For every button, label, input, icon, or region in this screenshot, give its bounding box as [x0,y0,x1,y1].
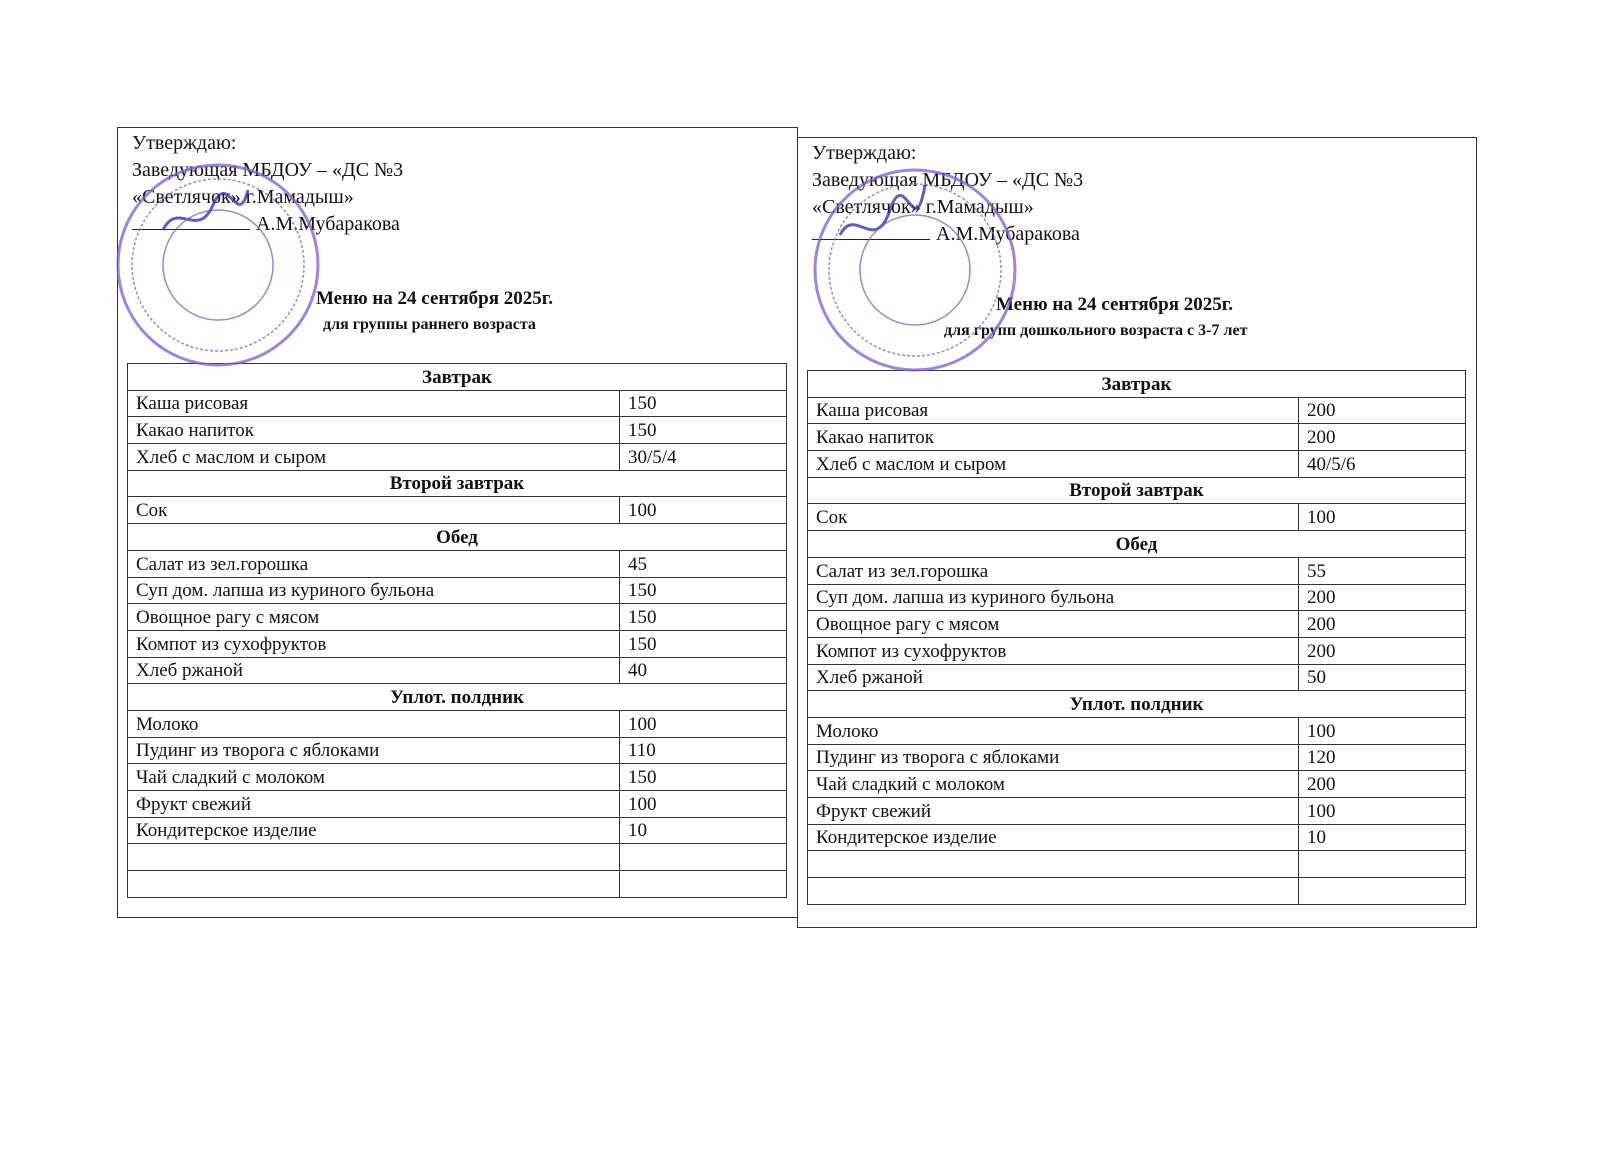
dish-name [128,871,620,898]
dish-name: Салат из зел.горошка [808,557,1299,584]
table-row [128,764,787,791]
table-row [808,504,1466,531]
section-row [128,524,787,551]
table-row [808,824,1466,851]
dish-quantity: 30/5/4 [620,444,787,471]
dish-quantity: 100 [1299,717,1466,744]
table-row [808,744,1466,771]
dish-name: Кондитерское изделие [808,824,1299,851]
dish-name: Чай сладкий с молоком [808,771,1299,798]
table-row [808,878,1466,905]
menu-subtitle: для групп дошкольного возраста с 3-7 лет [944,322,1248,339]
dish-name: Овощное рагу с мясом [808,611,1299,638]
dish-name: Фрукт свежий [128,791,620,818]
signature-line [812,239,930,240]
menu-panel-preschool [797,137,1477,928]
table-row [808,451,1466,478]
dish-name: Хлеб ржаной [808,664,1299,691]
dish-quantity: 45 [620,550,787,577]
menu-title: Меню на 24 сентября 2025г. [316,288,554,309]
table-row [128,577,787,604]
dish-name: Хлеб с маслом и сыром [128,444,620,471]
approval-label: Утверждаю: [812,142,917,164]
section-heading: Обед [808,531,1466,558]
section-heading: Второй завтрак [128,470,787,497]
approval-label: Утверждаю: [132,132,237,154]
dish-quantity: 200 [1299,771,1466,798]
dish-name [808,851,1299,878]
table-row [128,657,787,684]
dish-name: Компот из сухофруктов [808,637,1299,664]
table-row [808,664,1466,691]
dish-quantity: 10 [1299,824,1466,851]
dish-name: Суп дом. лапша из куриного бульона [808,584,1299,611]
dish-quantity: 55 [1299,557,1466,584]
dish-quantity: 110 [620,737,787,764]
section-row [128,684,787,711]
table-row [128,630,787,657]
table-row [128,390,787,417]
dish-name: Сок [808,504,1299,531]
dish-quantity: 40/5/6 [1299,451,1466,478]
dish-name: Каша рисовая [128,390,620,417]
table-row [128,791,787,818]
table-row [808,798,1466,825]
table-row [128,417,787,444]
dish-quantity: 200 [1299,637,1466,664]
table-row [808,557,1466,584]
approval-block [132,130,403,238]
section-row [128,364,787,391]
menu-table [807,370,1466,905]
signer-name: А.М.Мубаракова [936,223,1080,245]
table-row [128,604,787,631]
dish-name: Суп дом. лапша из куриного бульона [128,577,620,604]
section-heading: Обед [128,524,787,551]
section-row [808,371,1466,398]
approval-position: Заведующая МБДОУ – «ДС №3 [132,159,404,181]
dish-name: Овощное рагу с мясом [128,604,620,631]
dish-name [128,844,620,871]
dish-quantity: 100 [620,497,787,524]
table-row [808,637,1466,664]
dish-quantity: 150 [620,630,787,657]
table-row [128,817,787,844]
dish-name: Пудинг из творога с яблоками [808,744,1299,771]
dish-quantity: 100 [620,710,787,737]
table-row [808,771,1466,798]
dish-name: Чай сладкий с молоком [128,764,620,791]
dish-name: Пудинг из творога с яблоками [128,737,620,764]
table-row [128,737,787,764]
signature-line [132,229,250,230]
dish-name: Хлеб с маслом и сыром [808,451,1299,478]
table-row [128,844,787,871]
dish-name: Хлеб ржаной [128,657,620,684]
dish-name: Каша рисовая [808,397,1299,424]
section-heading: Уплот. полдник [128,684,787,711]
approval-org: «Светлячок» г.Мамадыш» [132,186,354,208]
section-row [808,477,1466,504]
approval-position: Заведующая МБДОУ – «ДС №3 [812,169,1084,191]
dish-quantity: 100 [1299,504,1466,531]
menu-table [127,363,787,898]
table-row [128,444,787,471]
dish-quantity: 150 [620,390,787,417]
dish-name: Кондитерское изделие [128,817,620,844]
menu-panel-early-age [117,127,798,918]
dish-quantity: 200 [1299,611,1466,638]
dish-name: Молоко [808,717,1299,744]
dish-name: Компот из сухофруктов [128,630,620,657]
signer-name: А.М.Мубаракова [256,213,400,235]
dish-name: Какао напиток [128,417,620,444]
dish-quantity: 100 [1299,798,1466,825]
table-row [808,397,1466,424]
section-heading: Уплот. полдник [808,691,1466,718]
section-heading: Завтрак [808,371,1466,398]
section-heading: Второй завтрак [808,477,1466,504]
dish-quantity: 120 [1299,744,1466,771]
section-heading: Завтрак [128,364,787,391]
dish-name: Сок [128,497,620,524]
dish-quantity [620,871,787,898]
section-row [808,531,1466,558]
dish-name: Фрукт свежий [808,798,1299,825]
dish-quantity: 150 [620,764,787,791]
dish-quantity: 150 [620,417,787,444]
dish-quantity: 200 [1299,424,1466,451]
section-row [128,470,787,497]
menu-title: Меню на 24 сентября 2025г. [996,294,1234,315]
dish-quantity: 40 [620,657,787,684]
dish-name: Какао напиток [808,424,1299,451]
table-row [128,497,787,524]
table-row [808,424,1466,451]
table-row [808,851,1466,878]
dish-quantity: 10 [620,817,787,844]
dish-quantity: 200 [1299,584,1466,611]
dish-quantity [620,844,787,871]
menu-subtitle: для группы раннего возраста [323,316,536,333]
dish-name [808,878,1299,905]
table-row [808,584,1466,611]
approval-block [812,140,1083,248]
table-row [808,717,1466,744]
section-row [808,691,1466,718]
dish-name: Молоко [128,710,620,737]
dish-quantity [1299,851,1466,878]
dish-quantity: 200 [1299,397,1466,424]
approval-org: «Светлячок» г.Мамадыш» [812,196,1034,218]
dish-quantity [1299,878,1466,905]
dish-name: Салат из зел.горошка [128,550,620,577]
dish-quantity: 50 [1299,664,1466,691]
table-row [128,550,787,577]
dish-quantity: 150 [620,577,787,604]
dish-quantity: 100 [620,791,787,818]
table-row [808,611,1466,638]
dish-quantity: 150 [620,604,787,631]
table-row [128,710,787,737]
table-row [128,871,787,898]
